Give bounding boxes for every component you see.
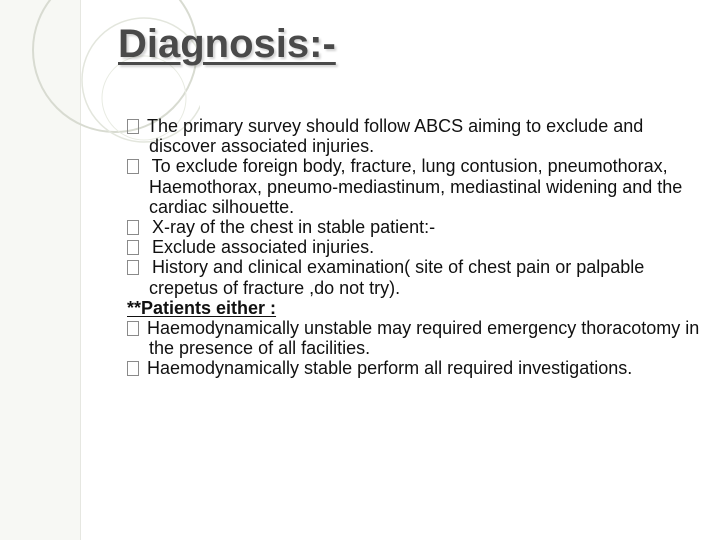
bullet-item-xray	[127, 217, 712, 237]
square-bullet-icon	[127, 321, 139, 336]
bullet-text: History and clinical examination( site of chest pain or palpable crepetus of fracture ,do not try).	[147, 257, 645, 298]
bullet-item-unstable	[127, 318, 712, 358]
bullet-text: To exclude foreign body, fracture, lung contusion, pneumothorax, Haemothorax, pneumo-mediastinum, mediastinal widening and the cardiac silhouette.	[147, 156, 683, 217]
bullet-text: The primary survey should follow ABCS aiming to exclude and discover associated injuries.	[147, 116, 644, 157]
bullet-text: Haemodynamically stable perform all required investigations.	[147, 358, 633, 379]
bullet-text: Exclude associated injuries.	[147, 237, 375, 258]
slide-body	[127, 116, 712, 379]
bullet-item-associated-injuries	[127, 237, 712, 257]
square-bullet-icon	[127, 240, 139, 255]
bullet-item-history	[127, 257, 712, 297]
page-title: Diagnosis:-	[118, 22, 336, 66]
patients-heading-row	[127, 298, 712, 318]
bullet-text: X-ray of the chest in stable patient:-	[147, 217, 436, 238]
square-bullet-icon	[127, 260, 139, 275]
square-bullet-icon	[127, 361, 139, 376]
bullet-text: Haemodynamically unstable may required emergency thoracotomy in the presence of all facilities.	[147, 318, 700, 359]
square-bullet-icon	[127, 220, 139, 235]
bullet-item-foreign-body	[127, 156, 712, 217]
square-bullet-icon	[127, 159, 139, 174]
bullet-item-stable	[127, 358, 712, 378]
patients-heading: **Patients either :	[127, 297, 277, 318]
square-bullet-icon	[127, 119, 139, 134]
bullet-item-primary-survey	[127, 116, 712, 156]
